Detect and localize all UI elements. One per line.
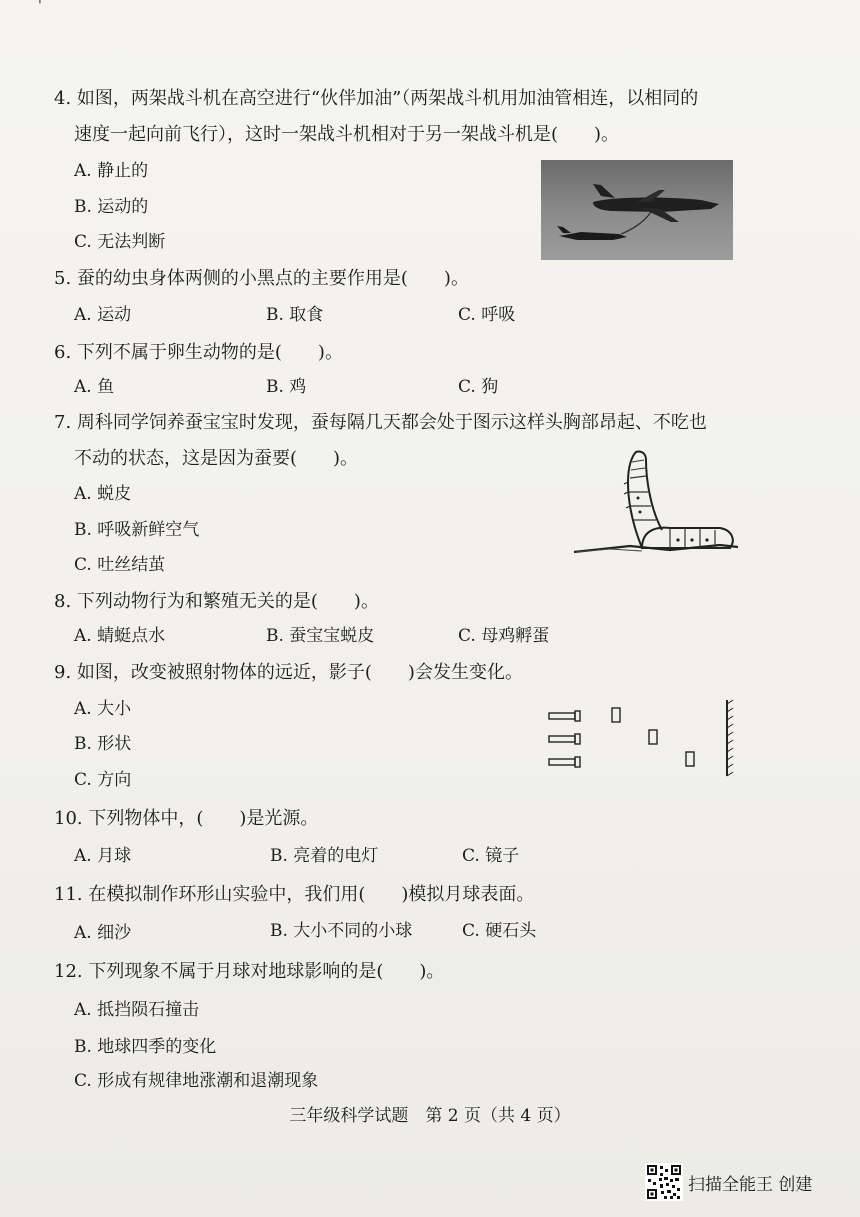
question-4-line-2: 速度一起向前飞行），这时一架战斗机相对于另一架战斗机是( )。 <box>74 124 620 145</box>
question-9-option-c: C. 方向 <box>74 770 132 790</box>
question-12-option-b: B. 地球四季的变化 <box>74 1037 217 1057</box>
question-11-option-a: A. 细沙 <box>74 923 132 943</box>
question-4-option-a: A. 静止的 <box>74 161 149 181</box>
top-mark: ' <box>38 0 42 14</box>
question-8-option-b: B. 蚕宝宝蜕皮 <box>266 626 375 646</box>
question-10-option-b: B. 亮着的电灯 <box>270 846 379 866</box>
question-6-option-b: B. 鸡 <box>266 377 307 397</box>
question-10-option-a: A. 月球 <box>74 846 132 866</box>
question-7-option-a: A. 蜕皮 <box>74 484 132 504</box>
question-7-line-2: 不动的状态，这是因为蚕要( )。 <box>74 448 359 469</box>
question-7-option-c: C. 吐丝结茧 <box>74 555 166 575</box>
question-12-option-c: C. 形成有规律地涨潮和退潮现象 <box>74 1071 319 1091</box>
question-6-line-1: 6. 下列不属于卵生动物的是( )。 <box>54 342 343 363</box>
qr-code-icon <box>645 1163 683 1201</box>
question-8-option-c: C. 母鸡孵蛋 <box>458 626 550 646</box>
question-4-option-c: C. 无法判断 <box>74 232 166 252</box>
question-5-option-b: B. 取食 <box>266 305 324 325</box>
question-12-line-1: 12. 下列现象不属于月球对地球影响的是( )。 <box>54 961 445 982</box>
question-6-option-a: A. 鱼 <box>74 377 115 397</box>
question-5-option-c: C. 呼吸 <box>458 305 516 325</box>
silkworm-illustration <box>570 448 742 558</box>
question-4-option-b: B. 运动的 <box>74 197 149 217</box>
question-5-line-1: 5. 蚕的幼虫身体两侧的小黑点的主要作用是( )。 <box>54 268 469 289</box>
question-9-option-a: A. 大小 <box>74 699 132 719</box>
question-9-line-1: 9. 如图，改变被照射物体的远近，影子( )会发生变化。 <box>54 662 523 683</box>
shadow-experiment-diagram <box>545 696 745 780</box>
scanner-watermark: 扫描全能王 创建 <box>688 1175 813 1195</box>
question-12-option-a: A. 抵挡陨石撞击 <box>74 1000 200 1020</box>
airplane-photo <box>541 160 733 260</box>
page-footer: 三年级科学试题 第 2 页（共 4 页） <box>289 1106 571 1126</box>
question-7-line-1: 7. 周科同学饲养蚕宝宝时发现，蚕每隔几天都会处于图示这样头胸部昂起、不吃也 <box>54 412 707 433</box>
question-11-option-b: B. 大小不同的小球 <box>270 921 413 941</box>
question-5-option-a: A. 运动 <box>74 305 132 325</box>
question-10-line-1: 10. 下列物体中，( )是光源。 <box>54 808 319 829</box>
question-7-option-b: B. 呼吸新鲜空气 <box>74 520 200 540</box>
question-11-option-c: C. 硬石头 <box>462 921 537 941</box>
question-4-line-1: 4. 如图，两架战斗机在高空进行“伙伴加油”（两架战斗机用加油管相连，以相同的 <box>54 88 699 109</box>
question-11-line-1: 11. 在模拟制作环形山实验中，我们用( )模拟月球表面。 <box>54 884 535 905</box>
question-10-option-c: C. 镜子 <box>462 846 520 866</box>
question-6-option-c: C. 狗 <box>458 377 499 397</box>
question-9-option-b: B. 形状 <box>74 734 132 754</box>
question-8-option-a: A. 蜻蜓点水 <box>74 626 166 646</box>
question-8-line-1: 8. 下列动物行为和繁殖无关的是( )。 <box>54 591 379 612</box>
